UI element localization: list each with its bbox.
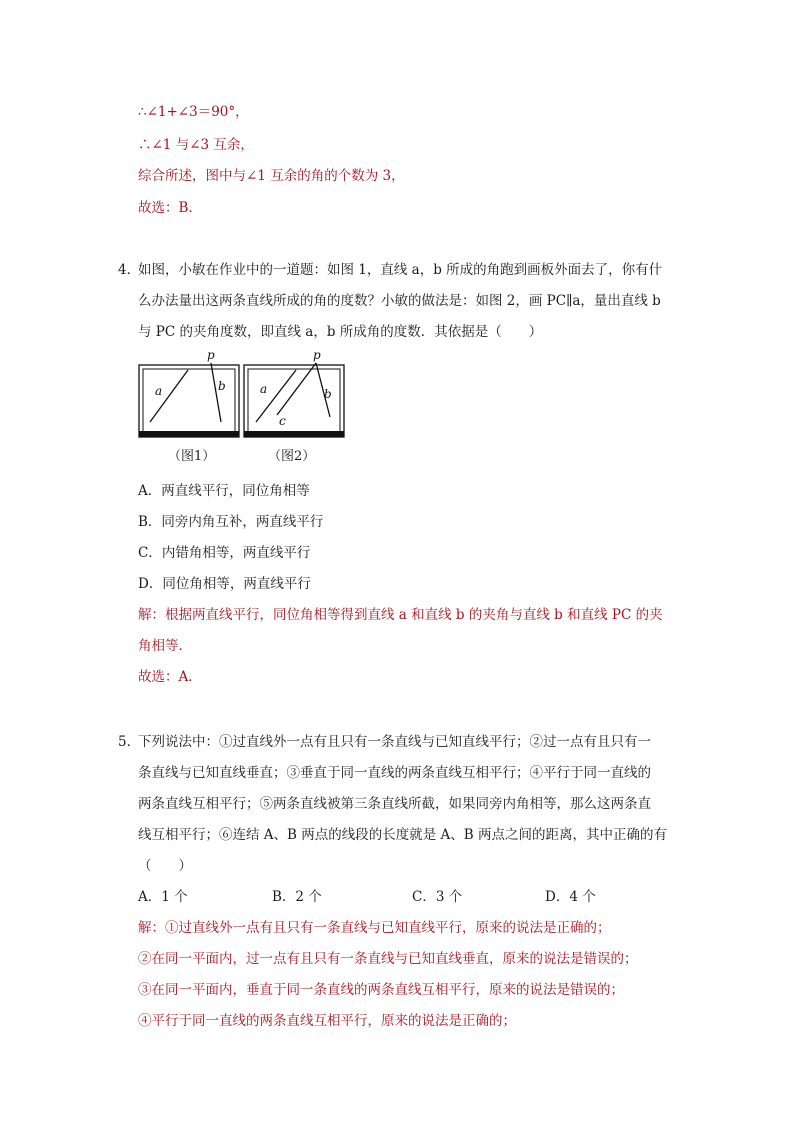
- q5-stem-line-3: 两条直线互相平行；⑤两条直线被第三条直线所截，如果同旁内角相等，那么这两条直: [138, 796, 651, 812]
- q4-solution-line-1: 解：根据两直线平行，同位角相等得到直线 a 和直线 b 的夹角与直线 b 和直线 PC 的夹: [138, 607, 663, 623]
- q5-solution-line-4: ④平行于同一直线的两条直线互相平行，原来的说法是正确的；: [138, 1013, 516, 1029]
- q5-solution-line-2: ②在同一平面内，过一点有且只有一条直线与已知直线垂直，原来的说法是错误的；: [138, 951, 638, 967]
- q5-stem-line-5: （ ）: [138, 858, 192, 874]
- fig1-label-p: p: [207, 348, 215, 362]
- fig1-label-a: a: [155, 384, 163, 398]
- fig2-label-a: a: [260, 382, 268, 396]
- prev-solution-line-3: 综合所述，图中与∠1 互余的角的个数为 3，: [138, 168, 405, 184]
- q5-stem-line-1: 下列说法中：①过直线外一点有且只有一条直线与已知直线平行；②过一点有且只有一: [138, 734, 651, 750]
- q5-option-c: C．3 个: [412, 889, 463, 905]
- q5-option-a: A．1 个: [138, 889, 188, 905]
- q4-stem-line-1: 如图，小敏在作业中的一道题：如图 1，直线 a，b 所成的角跑到画板外面去了，你有什: [138, 262, 663, 278]
- fig2-label-c: c: [279, 414, 286, 428]
- fig2-line-pc: [277, 363, 316, 415]
- q5-solution-line-3: ③在同一平面内，垂直于同一条直线的两条直线互相平行，原来的说法是错误的；: [138, 982, 624, 998]
- q4-option-b: B．同旁内角互补，两直线平行: [138, 514, 324, 530]
- q5-option-b: B．2 个: [272, 889, 322, 905]
- q4-number: 4．: [118, 262, 141, 278]
- q5-stem-line-4: 线互相平行；⑥连结 A、B 两点的线段的长度就是 A、B 两点之间的距离，其中正确的有: [138, 827, 668, 843]
- q4-option-a: A．两直线平行，同位角相等: [138, 483, 310, 499]
- q4-option-c: C．内错角相等，两直线平行: [138, 545, 311, 561]
- q4-solution-line-2: 角相等．: [138, 638, 192, 654]
- q4-stem-line-2: 么办法量出这两条直线所成的角的度数？小敏的做法是：如图 2，画 PC∥a，量出直线 b: [138, 293, 661, 309]
- q4-option-d: D．同位角相等，两直线平行: [138, 576, 311, 592]
- fig2-label-p: p: [313, 348, 321, 362]
- prev-solution-answer: 故选：B．: [138, 200, 202, 216]
- q4-stem-line-3: 与 PC 的夹角度数，即直线 a，b 所成角的度数．其依据是（ ）: [138, 324, 543, 340]
- q5-number: 5．: [118, 734, 141, 750]
- q4-solution-answer: 故选：A．: [138, 669, 202, 685]
- prev-solution-line-2: ∴∠1 与∠3 互余，: [138, 137, 254, 153]
- q5-option-d: D．4 个: [545, 889, 596, 905]
- fig2-label-b: b: [324, 387, 332, 401]
- prev-solution-line-1: ∴∠1+∠3＝90°，: [138, 104, 249, 120]
- q5-stem-line-2: 条直线与已知直线垂直；③垂直于同一直线的两条直线互相平行；④平行于同一直线的: [138, 765, 651, 781]
- q4-figure-svg: [136, 345, 346, 445]
- q5-solution-line-1: 解：①过直线外一点有且只有一条直线与已知直线平行，原来的说法是正确的；: [138, 920, 611, 936]
- figure-2-caption: （图2）: [268, 449, 316, 464]
- fig1-label-b: b: [218, 379, 226, 393]
- figure-1-board: [139, 348, 239, 437]
- fig2-line-a: [256, 370, 296, 422]
- figure-1-caption: （图1）: [168, 449, 216, 464]
- figure-2-board: [244, 348, 344, 437]
